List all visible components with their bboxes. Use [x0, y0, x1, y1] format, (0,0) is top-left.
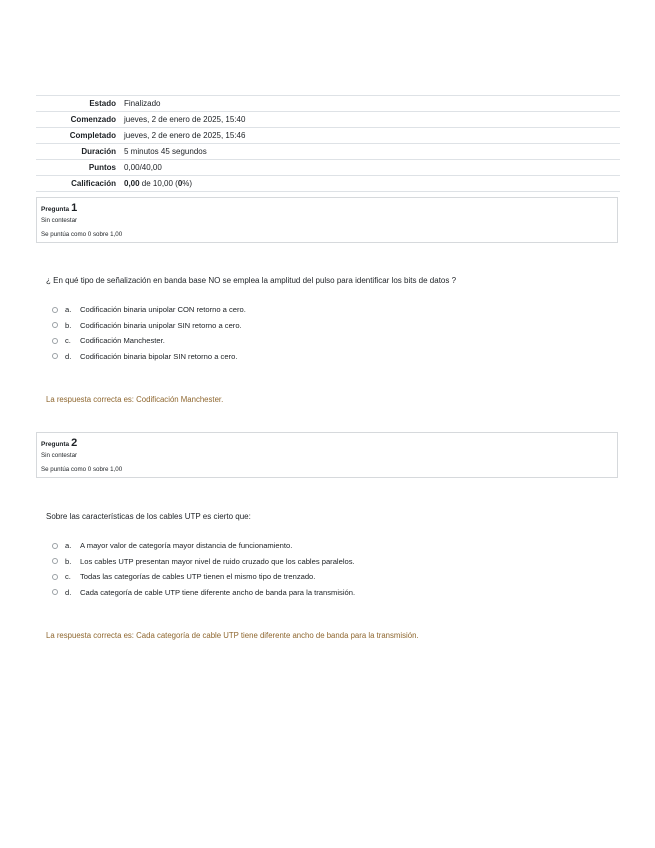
radio-button[interactable] [52, 589, 58, 595]
summary-label: Comenzado [70, 115, 116, 124]
summary-value: jueves, 2 de enero de 2025, 15:40 [124, 115, 246, 124]
question-2-answers [52, 538, 355, 600]
question-1-feedback: La respuesta correcta es: Codificación Manchester. [46, 395, 224, 404]
radio-button[interactable] [52, 322, 58, 328]
answer-letter: b. [65, 556, 72, 566]
radio-button[interactable] [52, 558, 58, 564]
answer-text: Codificación binaria unipolar SIN retorno a cero. [80, 320, 242, 330]
answer-text: Cada categoría de cable UTP tiene diferente ancho de banda para la transmisión. [80, 587, 356, 597]
question-2-text: Sobre las características de los cables UTP es cierto que: [46, 512, 251, 521]
question-number [41, 437, 613, 449]
question-1-text: ¿ En qué tipo de señalización en banda base NO se emplea la amplitud del pulso para identificar los bits de datos ? [46, 276, 457, 285]
grade-mid: de 10,00 ( [139, 179, 178, 188]
summary-row-estado [36, 96, 620, 112]
answer-letter: a. [65, 305, 72, 315]
answer-letter: a. [65, 541, 72, 551]
answer-option[interactable] [52, 349, 246, 365]
answer-option[interactable] [52, 569, 355, 585]
answer-letter: d. [65, 351, 72, 361]
answer-option[interactable] [52, 302, 246, 318]
summary-value: 0,00/40,00 [124, 163, 162, 172]
summary-value [122, 176, 620, 191]
summary-value: Finalizado [124, 99, 161, 108]
question-1-info [36, 197, 618, 243]
question-2-feedback: La respuesta correcta es: Cada categoría de cable UTP tiene diferente ancho de banda para la transmisión. [46, 631, 419, 640]
answer-option[interactable] [52, 318, 246, 334]
summary-label: Puntos [88, 163, 116, 172]
grade-end: %) [182, 179, 193, 188]
summary-value: 5 minutos 45 segundos [124, 147, 207, 156]
question-grade: Se puntúa como 0 sobre 1,00 [41, 466, 123, 473]
question-prefix: Pregunta [41, 441, 70, 448]
answer-text: Todas las categorías de cables UTP tienen el mismo tipo de trenzado. [80, 572, 316, 582]
question-number-value: 2 [71, 437, 78, 449]
question-2-info [36, 432, 618, 478]
question-grade: Se puntúa como 0 sobre 1,00 [41, 231, 123, 238]
question-state: Sin contestar [41, 217, 78, 224]
answer-letter: d. [65, 587, 72, 597]
question-1-answers [52, 302, 246, 364]
question-state: Sin contestar [41, 452, 78, 459]
answer-option[interactable] [52, 333, 246, 349]
summary-row-puntos [36, 160, 620, 176]
radio-button[interactable] [52, 307, 58, 313]
answer-option[interactable] [52, 538, 355, 554]
summary-value: jueves, 2 de enero de 2025, 15:46 [124, 131, 246, 140]
question-number-value: 1 [71, 202, 78, 214]
answer-text: Los cables UTP presentan mayor nivel de ruido cruzado que los cables paralelos. [80, 556, 355, 566]
summary-row-completado [36, 128, 620, 144]
radio-button[interactable] [52, 338, 58, 344]
summary-row-calificacion [36, 176, 620, 192]
answer-letter: b. [65, 320, 72, 330]
grade-percent: 0 [177, 179, 183, 188]
summary-label: Duración [81, 147, 116, 156]
grade-score: 0,00 [124, 179, 140, 188]
answer-letter: c. [65, 336, 71, 346]
radio-button[interactable] [52, 543, 58, 549]
answer-text: Codificación binaria unipolar CON retorno a cero. [80, 305, 246, 315]
summary-label: Calificación [71, 179, 116, 188]
question-number [41, 202, 613, 214]
radio-button[interactable] [52, 574, 58, 580]
radio-button[interactable] [52, 353, 58, 359]
answer-text: Codificación Manchester. [80, 336, 165, 346]
summary-label: Completado [69, 131, 116, 140]
question-prefix: Pregunta [41, 206, 70, 213]
attempt-summary-table [36, 95, 620, 192]
answer-option[interactable] [52, 554, 355, 570]
summary-row-duracion [36, 144, 620, 160]
summary-label: Estado [89, 99, 116, 108]
answer-text: Codificación binaria bipolar SIN retorno a cero. [80, 351, 238, 361]
answer-text: A mayor valor de categoría mayor distancia de funcionamiento. [80, 541, 293, 551]
summary-row-comenzado [36, 112, 620, 128]
answer-option[interactable] [52, 585, 355, 601]
answer-letter: c. [65, 572, 71, 582]
